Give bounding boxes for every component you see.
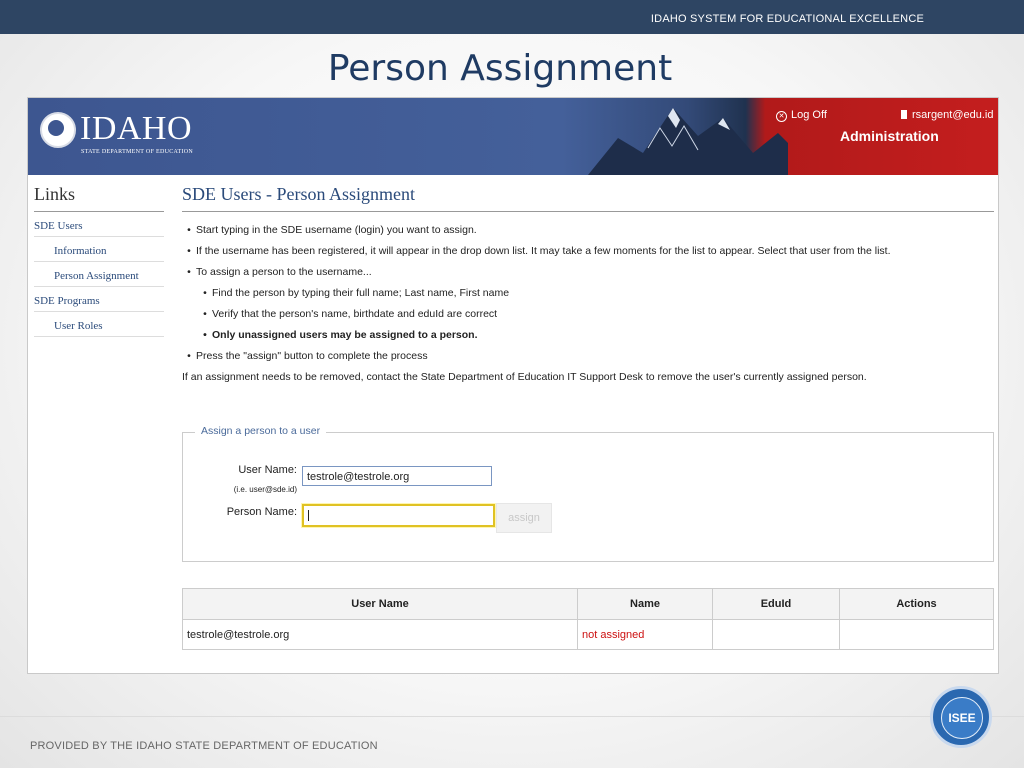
sidebar-title: Links — [34, 184, 164, 212]
person-name-label: Person Name: — [226, 506, 297, 518]
list-item: • Verify that the person's name, birthdate and eduId are correct — [203, 308, 498, 320]
list-item: • Only unassigned users may be assigned to a person. — [203, 329, 478, 341]
logo-subtitle: STATE DEPARTMENT OF EDUCATION — [81, 149, 194, 155]
table-row — [183, 620, 994, 650]
cell-username: testrole@testrole.org — [183, 620, 578, 650]
footer-text: PROVIDED BY THE IDAHO STATE DEPARTMENT OF EDUCATION — [30, 740, 378, 752]
column-header[interactable]: Actions — [840, 589, 994, 620]
list-item: • If the username has been registered, it will appear in the drop down list. It may take a few moments for the list to appear. Select that user from the list. — [187, 245, 891, 257]
username-hint: (i.e. user@sde.id) — [233, 485, 297, 494]
idaho-seal-icon — [40, 112, 76, 148]
footer-divider — [0, 716, 1024, 717]
isee-badge-icon — [930, 686, 992, 748]
user-email: rsargent@edu.id — [912, 109, 994, 121]
sidebar-item-person-assignment[interactable]: Person Assignment — [34, 262, 164, 287]
sidebar-item-information[interactable]: Information — [34, 237, 164, 262]
cell-actions — [840, 620, 994, 650]
sidebar-item-user-roles[interactable]: User Roles — [34, 312, 164, 337]
isee-badge-label: ISEE — [941, 697, 983, 739]
column-header[interactable]: User Name — [183, 589, 578, 620]
logoff-link[interactable] — [776, 109, 827, 122]
org-name: IDAHO SYSTEM FOR EDUCATIONAL EXCELLENCE — [650, 13, 924, 25]
form-legend: Assign a person to a user — [195, 425, 326, 437]
instructions-list — [182, 220, 994, 367]
username-label: User Name: — [238, 464, 297, 476]
column-header[interactable]: Name — [578, 589, 713, 620]
person-name-input[interactable] — [302, 504, 495, 527]
table-header-row — [183, 589, 994, 620]
assignment-table — [182, 588, 994, 650]
logoff-label: Log Off — [791, 109, 827, 121]
page-title: SDE Users - Person Assignment — [182, 184, 994, 212]
list-item: • To assign a person to the username... — [187, 266, 372, 278]
sidebar-item-sde-programs[interactable]: SDE Programs — [34, 287, 164, 312]
top-bar — [0, 0, 1024, 34]
text-cursor — [308, 510, 309, 521]
current-user — [901, 109, 994, 121]
close-circle-icon: ✕ — [776, 111, 787, 122]
sidebar-item-sde-users[interactable]: SDE Users — [34, 212, 164, 237]
username-input[interactable]: testrole@testrole.org — [302, 466, 492, 486]
main-content — [182, 184, 994, 641]
user-icon — [901, 110, 907, 119]
assign-form — [182, 425, 994, 562]
list-item: • Press the "assign" button to complete the process — [187, 350, 428, 362]
column-header[interactable]: EduId — [713, 589, 840, 620]
slide-title: Person Assignment — [327, 48, 673, 89]
remove-note: If an assignment needs to be removed, contact the State Department of Education IT Support Desk to remove the user's currently assigned person. — [182, 371, 867, 383]
cell-name: not assigned — [578, 620, 713, 650]
sidebar — [34, 184, 164, 337]
logo-text: IDAHO — [80, 110, 193, 147]
app-banner — [28, 98, 998, 175]
list-item: • Start typing in the SDE username (login) you want to assign. — [187, 224, 477, 236]
cell-eduid — [713, 620, 840, 650]
section-title: Administration — [840, 128, 939, 144]
app-screenshot — [27, 97, 999, 674]
assign-button[interactable]: assign — [496, 503, 552, 533]
list-item: • Find the person by typing their full name; Last name, First name — [203, 287, 510, 299]
mountain-graphic — [588, 98, 788, 175]
